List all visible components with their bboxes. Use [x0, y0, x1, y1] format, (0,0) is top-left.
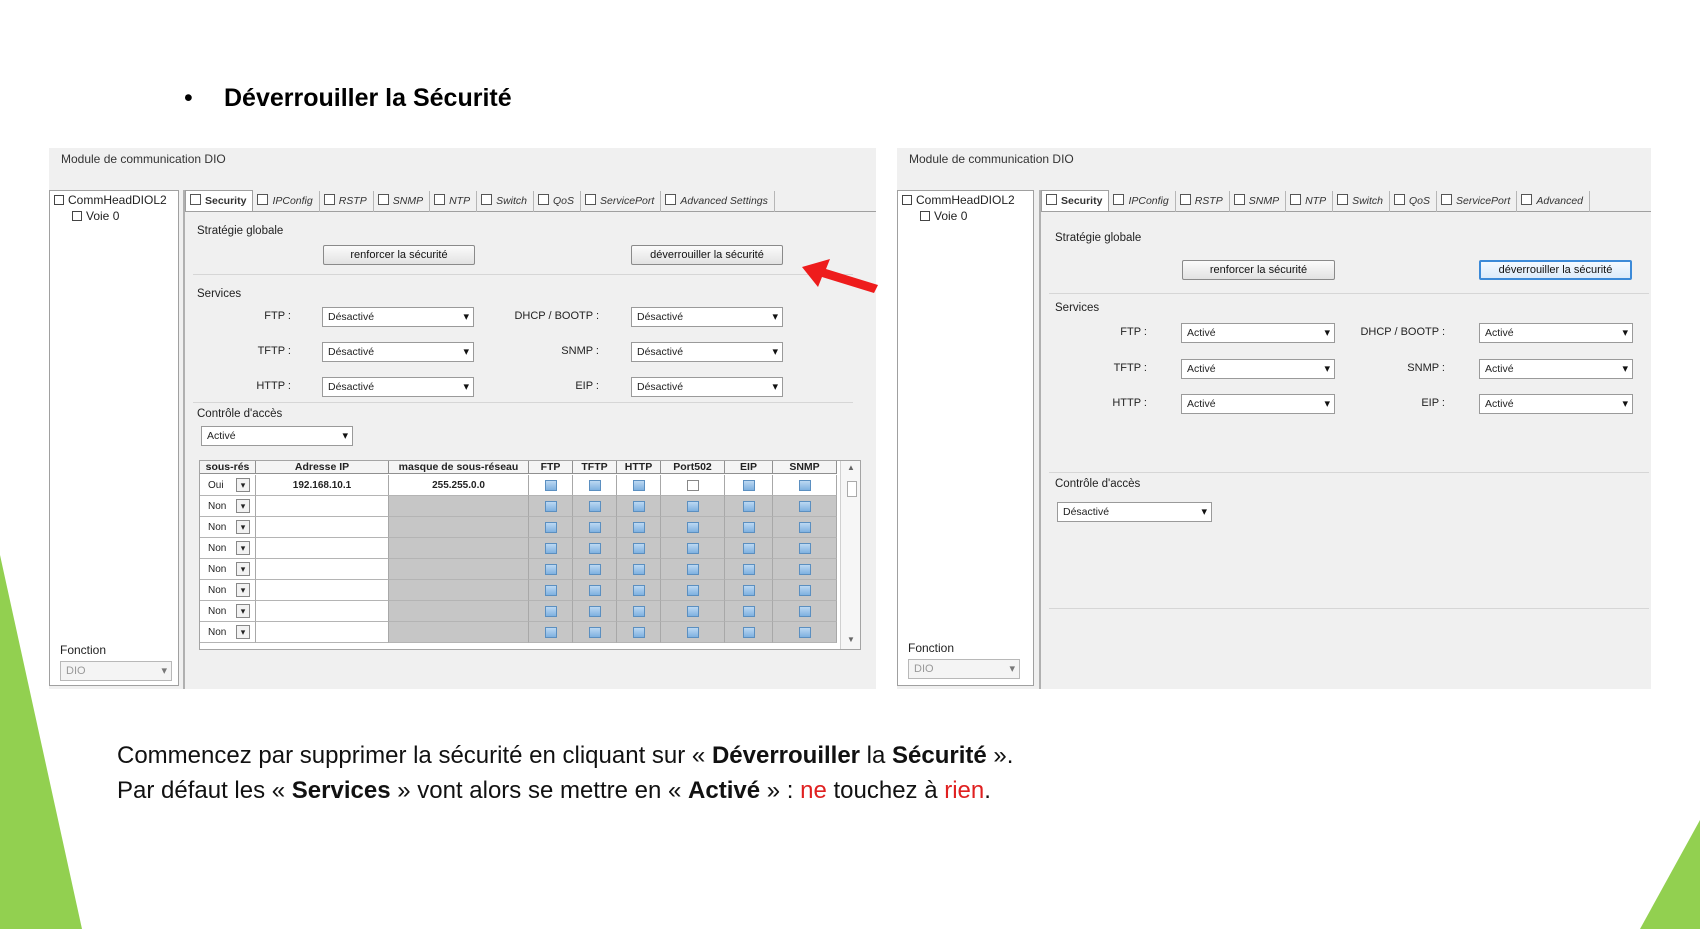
tree-child[interactable]: [920, 209, 967, 223]
col-eip: EIP: [725, 461, 773, 474]
dhcp-select[interactable]: Activé ▾: [1479, 323, 1633, 343]
permission-checkbox[interactable]: [589, 543, 601, 554]
access-control-select[interactable]: Activé ▾: [201, 426, 353, 446]
permission-checkbox[interactable]: [687, 606, 699, 617]
tree-child-label: Voie 0: [934, 209, 968, 223]
table-cell: [725, 538, 773, 559]
tree-root[interactable]: [54, 193, 167, 207]
subnet-value: Non: [208, 543, 227, 554]
permission-checkbox[interactable]: [743, 564, 755, 575]
reinforce-security-button[interactable]: renforcer la sécurité: [323, 245, 475, 265]
tab-qos[interactable]: QoS: [534, 191, 581, 212]
caption-text: la: [860, 742, 893, 769]
permission-checkbox[interactable]: [545, 585, 557, 596]
table-cell[interactable]: [200, 496, 256, 517]
permission-checkbox[interactable]: [743, 480, 755, 491]
permission-checkbox[interactable]: [633, 627, 645, 638]
table-cell: [529, 475, 573, 496]
permission-checkbox[interactable]: [589, 522, 601, 533]
table-cell: [617, 475, 661, 496]
ftp-select[interactable]: Activé ▾: [1181, 323, 1335, 343]
scroll-down-icon[interactable]: ▼: [847, 635, 855, 644]
permission-checkbox[interactable]: [633, 480, 645, 491]
module-icon: [902, 195, 912, 205]
table-cell[interactable]: [256, 601, 389, 622]
tab-advanced-settings[interactable]: Advanced Settings: [661, 191, 775, 212]
permission-checkbox[interactable]: [633, 522, 645, 533]
window-title: Module de communication DIO: [909, 152, 1074, 166]
table-cell[interactable]: [200, 559, 256, 580]
table-cell: [573, 496, 617, 517]
security-content: [183, 190, 876, 689]
fonction-select[interactable]: DIO ▾: [60, 661, 172, 681]
tab-snmp[interactable]: SNMP: [374, 191, 430, 212]
table-cell: [661, 559, 725, 580]
table-cell[interactable]: [389, 517, 529, 538]
tab-security[interactable]: Security: [1041, 190, 1109, 211]
table-cell[interactable]: [200, 517, 256, 538]
tab-switch[interactable]: Switch: [1333, 191, 1390, 212]
tree-child[interactable]: [72, 209, 119, 223]
access-control-select[interactable]: Désactivé ▾: [1057, 502, 1212, 522]
table-cell[interactable]: [389, 496, 529, 517]
table-cell: [617, 622, 661, 643]
snmp-label: SNMP :: [561, 345, 599, 357]
table-cell[interactable]: [389, 580, 529, 601]
col-ftp: FTP: [529, 461, 573, 474]
tftp-label: TFTP :: [1113, 362, 1147, 374]
caption-line-1: [117, 742, 1013, 770]
services-label: Services: [1055, 302, 1100, 314]
permission-checkbox[interactable]: [633, 585, 645, 596]
separator: [193, 402, 853, 403]
subnet-value: Non: [208, 627, 227, 638]
tab-ntp[interactable]: NTP: [430, 191, 477, 212]
chevron-down-icon[interactable]: ▾: [236, 478, 250, 492]
table-cell: [617, 559, 661, 580]
col-mask: masque de sous-réseau: [389, 461, 529, 474]
permission-checkbox[interactable]: [589, 501, 601, 512]
tab-ipconfig[interactable]: IPConfig: [253, 191, 319, 212]
strategie-label: Stratégie globale: [1055, 232, 1142, 244]
caption-bold: Sécurité: [892, 742, 987, 769]
permission-checkbox[interactable]: [687, 627, 699, 638]
table-cell[interactable]: [389, 559, 529, 580]
dhcp-label: DHCP / BOOTP :: [1360, 326, 1445, 338]
permission-checkbox[interactable]: [799, 585, 811, 596]
permission-checkbox[interactable]: [743, 522, 755, 533]
ftp-label: FTP :: [264, 310, 291, 322]
chevron-down-icon[interactable]: ▾: [236, 541, 250, 555]
table-cell[interactable]: [389, 622, 529, 643]
subnet-value: Non: [208, 501, 227, 512]
table-cell[interactable]: [256, 580, 389, 601]
table-cell: [661, 580, 725, 601]
table-cell[interactable]: [256, 517, 389, 538]
table-cell: [725, 559, 773, 580]
table-cell[interactable]: [200, 580, 256, 601]
caption-text: .: [984, 777, 991, 804]
table-cell: [773, 538, 837, 559]
permission-checkbox[interactable]: [633, 543, 645, 554]
table-cell[interactable]: [389, 601, 529, 622]
table-cell: [661, 517, 725, 538]
table-row: [200, 580, 850, 601]
table-cell: [773, 496, 837, 517]
access-control-label: Contrôle d'accès: [1055, 478, 1141, 490]
eip-select[interactable]: Activé ▾: [1479, 394, 1633, 414]
permission-checkbox[interactable]: [799, 522, 811, 533]
channel-icon: [920, 211, 930, 221]
col-http: HTTP: [617, 461, 661, 474]
ip-value: 192.168.10.1: [292, 480, 352, 491]
unlock-security-button[interactable]: déverrouiller la sécurité: [631, 245, 783, 265]
subnet-value: Non: [208, 522, 227, 533]
permission-checkbox[interactable]: [799, 480, 811, 491]
table-cell: [725, 601, 773, 622]
permission-checkbox[interactable]: [743, 585, 755, 596]
separator: [193, 274, 853, 275]
separator: [1049, 608, 1649, 609]
table-cell: [661, 601, 725, 622]
tab-switch[interactable]: Switch: [477, 191, 534, 212]
caption-text: Commencez par supprimer la sécurité en cliquant sur «: [117, 742, 712, 769]
caption-bold: Activé: [688, 777, 761, 804]
tab-serviceport[interactable]: ServicePort: [581, 191, 661, 212]
red-arrow-icon: [800, 255, 880, 305]
tab-rstp[interactable]: RSTP: [320, 191, 374, 212]
eip-label: EIP :: [575, 380, 599, 392]
ftp-select[interactable]: Désactivé ▾: [322, 307, 474, 327]
table-cell: [773, 475, 837, 496]
tftp-label: TFTP :: [257, 345, 291, 357]
access-table: [199, 460, 861, 650]
table-cell: [773, 622, 837, 643]
permission-checkbox[interactable]: [589, 585, 601, 596]
http-select[interactable]: Désactivé ▾: [322, 377, 474, 397]
tab-security[interactable]: Security: [185, 190, 253, 211]
col-tftp: TFTP: [573, 461, 617, 474]
device-tree: [49, 190, 179, 686]
table-cell: [725, 496, 773, 517]
subnet-value: Non: [208, 606, 227, 617]
caption-highlight: rien: [944, 777, 985, 804]
caption-text: ».: [986, 742, 1014, 769]
access-control-label: Contrôle d'accès: [197, 408, 283, 420]
scroll-up-icon[interactable]: ▲: [847, 463, 855, 472]
permission-checkbox[interactable]: [545, 480, 557, 491]
green-accent-right: [1640, 820, 1700, 929]
caption-line-2: [117, 777, 991, 805]
unlock-security-button[interactable]: déverrouiller la sécurité: [1479, 260, 1632, 280]
http-label: HTTP :: [1112, 397, 1147, 409]
table-cell: [773, 601, 837, 622]
table-cell: [529, 622, 573, 643]
table-cell: [529, 559, 573, 580]
tab-ipconfig[interactable]: IPConfig: [1109, 191, 1175, 212]
tree-root-label: CommHeadDIOL2: [68, 193, 167, 207]
fonction-label: Fonction: [60, 643, 107, 657]
subnet-value: Non: [208, 564, 227, 575]
table-cell: [725, 475, 773, 496]
table-cell[interactable]: [256, 559, 389, 580]
table-cell: [617, 496, 661, 517]
eip-select[interactable]: Désactivé ▾: [631, 377, 783, 397]
permission-checkbox[interactable]: [799, 543, 811, 554]
tree-root-label: CommHeadDIOL2: [916, 193, 1015, 207]
table-cell: [573, 475, 617, 496]
table-cell: [661, 622, 725, 643]
permission-checkbox[interactable]: [687, 501, 699, 512]
tab-serviceport[interactable]: ServicePort: [1437, 191, 1517, 212]
table-cell: [573, 580, 617, 601]
permission-checkbox[interactable]: [799, 606, 811, 617]
tab-qos[interactable]: QoS: [1390, 191, 1437, 212]
permission-checkbox[interactable]: [545, 627, 557, 638]
table-cell: [617, 601, 661, 622]
chevron-down-icon[interactable]: ▾: [236, 499, 250, 513]
tab-ntp[interactable]: NTP: [1286, 191, 1333, 212]
screenshot-after: [897, 148, 1651, 689]
tab-snmp[interactable]: SNMP: [1230, 191, 1286, 212]
table-cell[interactable]: [256, 475, 389, 496]
permission-checkbox[interactable]: [743, 543, 755, 554]
tab-rstp[interactable]: RSTP: [1176, 191, 1230, 212]
table-cell[interactable]: [200, 475, 256, 496]
col-subnet: sous-rés: [200, 461, 256, 474]
table-row: [200, 475, 850, 496]
table-row: [200, 496, 850, 517]
channel-icon: [72, 211, 82, 221]
table-cell[interactable]: [389, 538, 529, 559]
screenshot-before: [49, 148, 876, 689]
table-cell: [573, 622, 617, 643]
http-select[interactable]: Activé ▾: [1181, 394, 1335, 414]
table-cell: [773, 580, 837, 601]
snmp-select[interactable]: Activé ▾: [1479, 359, 1633, 379]
permission-checkbox[interactable]: [545, 606, 557, 617]
table-cell: [617, 538, 661, 559]
tab-bar: [185, 190, 876, 212]
tab-advanced[interactable]: Advanced: [1517, 191, 1590, 212]
chevron-down-icon[interactable]: ▾: [236, 604, 250, 618]
table-cell: [773, 559, 837, 580]
eip-label: EIP :: [1421, 397, 1445, 409]
table-cell: [725, 622, 773, 643]
table-cell: [529, 601, 573, 622]
chevron-down-icon[interactable]: ▾: [236, 625, 250, 639]
table-cell: [617, 517, 661, 538]
http-label: HTTP :: [256, 380, 291, 392]
table-cell: [573, 517, 617, 538]
strategie-label: Stratégie globale: [197, 225, 284, 237]
table-cell: [573, 538, 617, 559]
reinforce-security-button[interactable]: renforcer la sécurité: [1182, 260, 1335, 280]
table-cell: [529, 496, 573, 517]
table-cell: [573, 559, 617, 580]
table-cell[interactable]: [389, 475, 529, 496]
table-row: [200, 601, 850, 622]
caption-bold: Déverrouiller: [711, 742, 861, 769]
table-cell: [661, 475, 725, 496]
table-cell[interactable]: [256, 622, 389, 643]
permission-checkbox[interactable]: [633, 564, 645, 575]
permission-checkbox[interactable]: [633, 606, 645, 617]
table-cell: [773, 517, 837, 538]
device-tree: [897, 190, 1034, 686]
permission-checkbox[interactable]: [545, 564, 557, 575]
permission-checkbox[interactable]: [589, 564, 601, 575]
tree-root[interactable]: [902, 193, 1015, 207]
table-cell[interactable]: [256, 538, 389, 559]
permission-checkbox[interactable]: [799, 501, 811, 512]
caption-text: Par défaut les «: [117, 777, 292, 804]
tree-child-label: Voie 0: [86, 209, 120, 223]
permission-checkbox[interactable]: [743, 501, 755, 512]
table-cell: [661, 496, 725, 517]
dhcp-label: DHCP / BOOTP :: [514, 310, 599, 322]
table-cell[interactable]: [256, 496, 389, 517]
fonction-select[interactable]: DIO ▾: [908, 659, 1020, 679]
tftp-select[interactable]: Désactivé ▾: [322, 342, 474, 362]
fonction-label: Fonction: [908, 641, 955, 655]
table-cell: [529, 538, 573, 559]
subnet-value: Non: [208, 585, 227, 596]
title-text: Déverrouiller la Sécurité: [224, 84, 512, 112]
permission-checkbox[interactable]: [799, 627, 811, 638]
window-title: Module de communication DIO: [61, 152, 226, 166]
mask-value: 255.255.0.0: [432, 480, 485, 491]
col-port502: Port502: [661, 461, 725, 474]
caption-text: » vont alors se mettre en «: [390, 777, 689, 804]
permission-checkbox[interactable]: [687, 564, 699, 575]
table-cell: [573, 601, 617, 622]
permission-checkbox[interactable]: [633, 501, 645, 512]
permission-checkbox[interactable]: [743, 627, 755, 638]
table-cell: [529, 517, 573, 538]
permission-checkbox[interactable]: [589, 606, 601, 617]
subnet-value: Oui: [208, 480, 224, 491]
permission-checkbox[interactable]: [589, 480, 601, 491]
separator: [1049, 293, 1649, 294]
security-content: [1039, 190, 1651, 689]
table-row: [200, 559, 850, 580]
table-row: [200, 517, 850, 538]
tab-bar: [1041, 190, 1651, 212]
snmp-label: SNMP :: [1407, 362, 1445, 374]
caption-bold: Services: [291, 777, 391, 804]
permission-checkbox[interactable]: [687, 480, 699, 491]
permission-checkbox[interactable]: [589, 627, 601, 638]
table-cell: [725, 517, 773, 538]
separator: [1049, 472, 1649, 473]
snmp-select[interactable]: Désactivé ▾: [631, 342, 783, 362]
table-cell: [661, 538, 725, 559]
permission-checkbox[interactable]: [687, 543, 699, 554]
services-label: Services: [197, 288, 242, 300]
col-snmp: SNMP: [773, 461, 837, 474]
table-cell[interactable]: [200, 538, 256, 559]
caption-text: touchez à: [826, 777, 945, 804]
title-bullet: •: [184, 84, 193, 112]
dhcp-select[interactable]: Désactivé ▾: [631, 307, 783, 327]
col-ip: Adresse IP: [256, 461, 389, 474]
table-cell[interactable]: [200, 601, 256, 622]
module-icon: [54, 195, 64, 205]
table-cell: [617, 580, 661, 601]
permission-checkbox[interactable]: [545, 501, 557, 512]
chevron-down-icon[interactable]: ▾: [236, 562, 250, 576]
tftp-select[interactable]: Activé ▾: [1181, 359, 1335, 379]
chevron-down-icon[interactable]: ▾: [236, 520, 250, 534]
table-scrollbar[interactable]: [840, 461, 861, 650]
scroll-thumb[interactable]: [847, 481, 857, 497]
permission-checkbox[interactable]: [545, 543, 557, 554]
table-row: [200, 538, 850, 559]
permission-checkbox[interactable]: [687, 522, 699, 533]
permission-checkbox[interactable]: [799, 564, 811, 575]
permission-checkbox[interactable]: [687, 585, 699, 596]
table-row: [200, 622, 850, 643]
ftp-label: FTP :: [1120, 326, 1147, 338]
permission-checkbox[interactable]: [743, 606, 755, 617]
caption-highlight: ne: [800, 777, 827, 804]
table-cell[interactable]: [200, 622, 256, 643]
caption-text: » :: [760, 777, 801, 804]
table-cell: [725, 580, 773, 601]
chevron-down-icon[interactable]: ▾: [236, 583, 250, 597]
permission-checkbox[interactable]: [545, 522, 557, 533]
table-cell: [529, 580, 573, 601]
